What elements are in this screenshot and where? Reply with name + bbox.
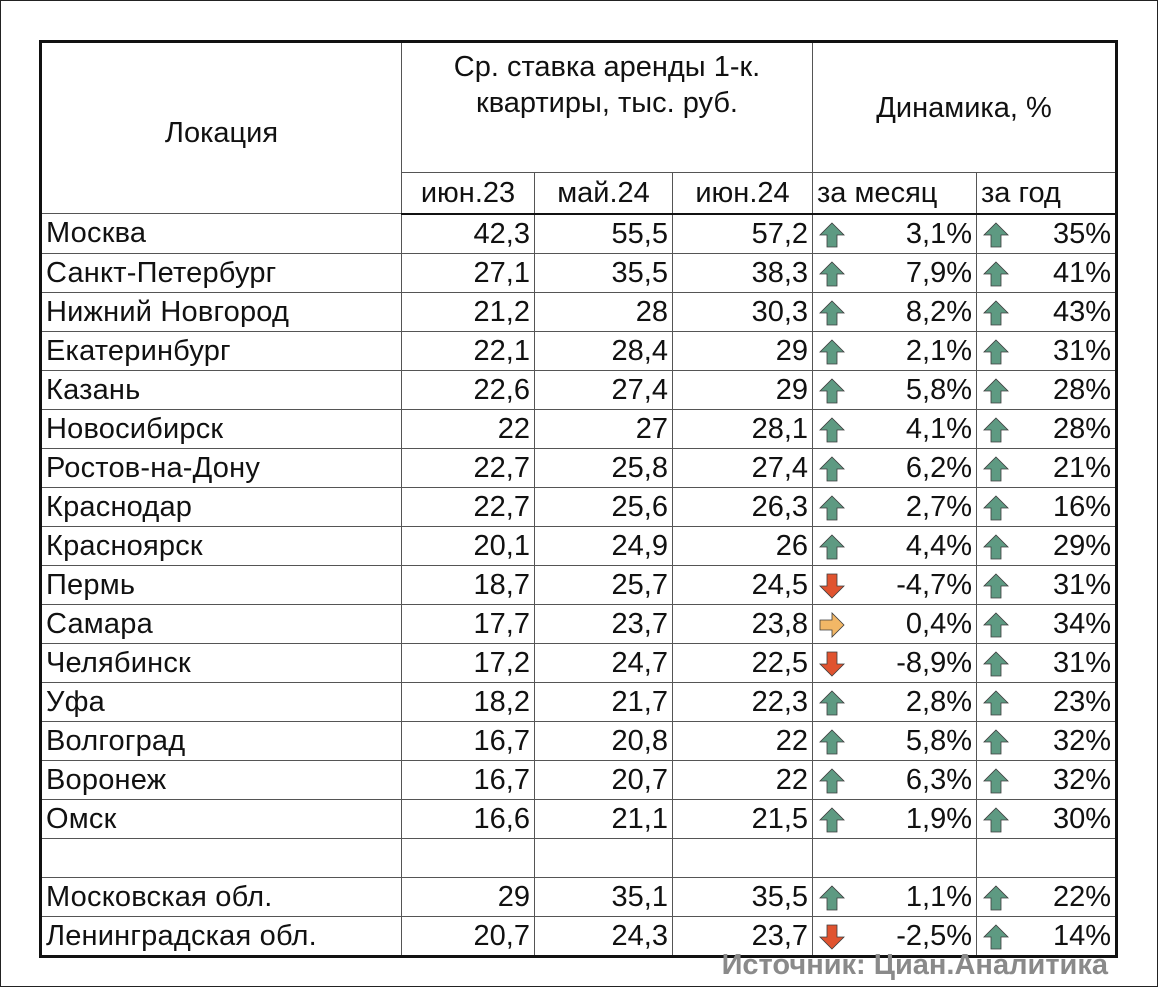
may24-cell: 24,9 — [535, 526, 673, 565]
table-row — [41, 565, 1117, 604]
jun24-cell: 35,5 — [673, 877, 813, 916]
up-arrow-icon — [983, 339, 1009, 365]
jun23-cell: 22 — [402, 409, 535, 448]
month-change-value: 0,4% — [905, 607, 973, 640]
up-arrow-icon — [819, 768, 845, 794]
month-change-value: 2,7% — [905, 490, 973, 523]
table-row — [41, 292, 1117, 331]
may24-cell: 20,7 — [535, 760, 673, 799]
year-change-cell — [977, 448, 1117, 487]
jun23-cell: 17,2 — [402, 643, 535, 682]
jun23-cell: 22,7 — [402, 448, 535, 487]
table-row — [41, 760, 1117, 799]
location-cell: Волгоград — [41, 721, 402, 760]
location-cell: Казань — [41, 370, 402, 409]
jun23-cell: 16,7 — [402, 721, 535, 760]
month-change-value: 1,1% — [905, 880, 973, 913]
may24-cell: 20,8 — [535, 721, 673, 760]
year-change-value: 16% — [1052, 490, 1112, 523]
month-change-value: 6,3% — [905, 763, 973, 796]
spacer-cell — [402, 838, 535, 877]
month-change-value: -4,7% — [896, 568, 973, 601]
location-cell: Ростов-на-Дону — [41, 448, 402, 487]
year-change-cell — [977, 604, 1117, 643]
table-row — [41, 448, 1117, 487]
spacer-cell — [813, 838, 977, 877]
table-row — [41, 877, 1117, 916]
may24-cell: 35,1 — [535, 877, 673, 916]
location-cell: Москва — [41, 214, 402, 254]
jun23-cell: 18,7 — [402, 565, 535, 604]
jun23-cell: 21,2 — [402, 292, 535, 331]
year-change-value: 32% — [1052, 763, 1112, 796]
month-change-value: 5,8% — [905, 373, 973, 406]
jun24-cell: 26,3 — [673, 487, 813, 526]
header-rate-group: Ср. ставка аренды 1-к. квартиры, тыс. руб. — [402, 42, 813, 173]
may24-cell: 24,3 — [535, 916, 673, 956]
month-change-cell — [813, 253, 977, 292]
jun23-cell: 20,7 — [402, 916, 535, 956]
jun24-cell: 28,1 — [673, 409, 813, 448]
up-arrow-icon — [819, 300, 845, 326]
location-cell: Челябинск — [41, 643, 402, 682]
month-change-value: 6,2% — [905, 451, 973, 484]
may24-cell: 55,5 — [535, 214, 673, 254]
up-arrow-icon — [983, 534, 1009, 560]
year-change-value: 35% — [1052, 217, 1112, 250]
jun24-cell: 24,5 — [673, 565, 813, 604]
month-change-cell — [813, 565, 977, 604]
up-arrow-icon — [819, 378, 845, 404]
right-arrow-icon — [819, 612, 845, 638]
location-cell: Екатеринбург — [41, 331, 402, 370]
month-change-value: 4,4% — [905, 529, 973, 562]
table-row — [41, 604, 1117, 643]
up-arrow-icon — [983, 690, 1009, 716]
may24-cell: 25,6 — [535, 487, 673, 526]
may24-cell: 28,4 — [535, 331, 673, 370]
may24-cell: 23,7 — [535, 604, 673, 643]
table-row — [41, 643, 1117, 682]
up-arrow-icon — [819, 417, 845, 443]
up-arrow-icon — [819, 807, 845, 833]
up-arrow-icon — [983, 222, 1009, 248]
may24-cell: 27 — [535, 409, 673, 448]
month-change-value: 1,9% — [905, 802, 973, 835]
up-arrow-icon — [983, 456, 1009, 482]
up-arrow-icon — [983, 378, 1009, 404]
header-location: Локация — [41, 42, 402, 214]
month-change-cell — [813, 370, 977, 409]
header-dynamics-group: Динамика, % — [813, 42, 1117, 173]
jun24-cell: 21,5 — [673, 799, 813, 838]
year-change-cell — [977, 877, 1117, 916]
year-change-cell — [977, 253, 1117, 292]
year-change-value: 30% — [1052, 802, 1112, 835]
month-change-cell — [813, 487, 977, 526]
year-change-cell — [977, 526, 1117, 565]
year-change-value: 43% — [1052, 295, 1112, 328]
month-change-cell — [813, 409, 977, 448]
up-arrow-icon — [983, 261, 1009, 287]
down-arrow-icon — [819, 573, 845, 599]
source-caption: Источник: Циан.Аналитика — [721, 949, 1108, 981]
up-arrow-icon — [819, 222, 845, 248]
jun23-cell: 20,1 — [402, 526, 535, 565]
jun24-cell: 22 — [673, 721, 813, 760]
month-change-cell — [813, 331, 977, 370]
month-change-cell — [813, 877, 977, 916]
up-arrow-icon — [819, 261, 845, 287]
month-change-cell — [813, 448, 977, 487]
location-cell: Краснодар — [41, 487, 402, 526]
down-arrow-icon — [819, 651, 845, 677]
jun24-cell: 29 — [673, 331, 813, 370]
month-change-value: -2,5% — [896, 919, 973, 952]
year-change-value: 41% — [1052, 256, 1112, 289]
up-arrow-icon — [819, 495, 845, 521]
header-month: за месяц — [813, 173, 977, 214]
jun24-cell: 23,8 — [673, 604, 813, 643]
jun23-cell: 16,6 — [402, 799, 535, 838]
table-row — [41, 214, 1117, 254]
jun23-cell: 22,6 — [402, 370, 535, 409]
up-arrow-icon — [819, 339, 845, 365]
up-arrow-icon — [983, 651, 1009, 677]
up-arrow-icon — [983, 768, 1009, 794]
month-change-cell — [813, 721, 977, 760]
location-cell: Ленинградская обл. — [41, 916, 402, 956]
jun23-cell: 16,7 — [402, 760, 535, 799]
up-arrow-icon — [819, 534, 845, 560]
table-row — [41, 253, 1117, 292]
up-arrow-icon — [983, 573, 1009, 599]
jun24-cell: 26 — [673, 526, 813, 565]
year-change-value: 14% — [1052, 919, 1112, 952]
month-change-cell — [813, 214, 977, 254]
year-change-value: 31% — [1052, 646, 1112, 679]
may24-cell: 25,7 — [535, 565, 673, 604]
spacer-row — [41, 838, 1117, 877]
month-change-cell — [813, 760, 977, 799]
jun23-cell: 22,1 — [402, 331, 535, 370]
year-change-cell — [977, 331, 1117, 370]
month-change-cell — [813, 292, 977, 331]
year-change-value: 32% — [1052, 724, 1112, 757]
spacer-cell — [41, 838, 402, 877]
month-change-value: 8,2% — [905, 295, 973, 328]
jun23-cell: 27,1 — [402, 253, 535, 292]
may24-cell: 21,7 — [535, 682, 673, 721]
year-change-value: 21% — [1052, 451, 1112, 484]
up-arrow-icon — [819, 456, 845, 482]
location-cell: Московская обл. — [41, 877, 402, 916]
jun23-cell: 17,7 — [402, 604, 535, 643]
spacer-cell — [977, 838, 1117, 877]
month-change-cell — [813, 799, 977, 838]
year-change-cell — [977, 487, 1117, 526]
month-change-cell — [813, 682, 977, 721]
month-change-value: 4,1% — [905, 412, 973, 445]
month-change-value: 5,8% — [905, 724, 973, 757]
spacer-cell — [673, 838, 813, 877]
up-arrow-icon — [819, 690, 845, 716]
up-arrow-icon — [819, 729, 845, 755]
table-row — [41, 409, 1117, 448]
year-change-value: 23% — [1052, 685, 1112, 718]
table-row — [41, 799, 1117, 838]
table-row — [41, 526, 1117, 565]
up-arrow-icon — [983, 924, 1009, 950]
jun24-cell: 38,3 — [673, 253, 813, 292]
jun24-cell: 27,4 — [673, 448, 813, 487]
location-cell: Самара — [41, 604, 402, 643]
year-change-value: 31% — [1052, 568, 1112, 601]
year-change-cell — [977, 292, 1117, 331]
may24-cell: 21,1 — [535, 799, 673, 838]
jun24-cell: 22 — [673, 760, 813, 799]
up-arrow-icon — [983, 495, 1009, 521]
location-cell: Омск — [41, 799, 402, 838]
year-change-value: 28% — [1052, 412, 1112, 445]
location-cell: Уфа — [41, 682, 402, 721]
location-cell: Нижний Новгород — [41, 292, 402, 331]
year-change-value: 22% — [1052, 880, 1112, 913]
year-change-cell — [977, 409, 1117, 448]
up-arrow-icon — [983, 300, 1009, 326]
jun24-cell: 57,2 — [673, 214, 813, 254]
month-change-cell — [813, 643, 977, 682]
table-row — [41, 370, 1117, 409]
jun24-cell: 23,7 — [673, 916, 813, 956]
year-change-cell — [977, 565, 1117, 604]
year-change-value: 31% — [1052, 334, 1112, 367]
header-jun24: июн.24 — [673, 173, 813, 214]
up-arrow-icon — [983, 612, 1009, 638]
location-cell: Пермь — [41, 565, 402, 604]
year-change-value: 34% — [1052, 607, 1112, 640]
up-arrow-icon — [819, 885, 845, 911]
header-jun23: июн.23 — [402, 173, 535, 214]
month-change-value: -8,9% — [896, 646, 973, 679]
jun24-cell: 22,3 — [673, 682, 813, 721]
up-arrow-icon — [983, 729, 1009, 755]
year-change-cell — [977, 682, 1117, 721]
header-may24: май.24 — [535, 173, 673, 214]
year-change-value: 28% — [1052, 373, 1112, 406]
location-cell: Новосибирск — [41, 409, 402, 448]
year-change-cell — [977, 643, 1117, 682]
up-arrow-icon — [983, 807, 1009, 833]
month-change-cell — [813, 604, 977, 643]
table-row — [41, 487, 1117, 526]
may24-cell: 27,4 — [535, 370, 673, 409]
jun24-cell: 29 — [673, 370, 813, 409]
year-change-cell — [977, 370, 1117, 409]
year-change-cell — [977, 760, 1117, 799]
header-year: за год — [977, 173, 1117, 214]
may24-cell: 24,7 — [535, 643, 673, 682]
up-arrow-icon — [983, 417, 1009, 443]
may24-cell: 25,8 — [535, 448, 673, 487]
month-change-cell — [813, 526, 977, 565]
year-change-cell — [977, 721, 1117, 760]
month-change-value: 7,9% — [905, 256, 973, 289]
down-arrow-icon — [819, 924, 845, 950]
year-change-value: 29% — [1052, 529, 1112, 562]
table-body — [41, 214, 1117, 957]
month-change-value: 2,8% — [905, 685, 973, 718]
may24-cell: 35,5 — [535, 253, 673, 292]
table-row — [41, 682, 1117, 721]
jun23-cell: 18,2 — [402, 682, 535, 721]
up-arrow-icon — [983, 885, 1009, 911]
table-row — [41, 721, 1117, 760]
jun24-cell: 30,3 — [673, 292, 813, 331]
month-change-value: 3,1% — [905, 217, 973, 250]
location-cell: Воронеж — [41, 760, 402, 799]
jun23-cell: 42,3 — [402, 214, 535, 254]
jun23-cell: 29 — [402, 877, 535, 916]
year-change-cell — [977, 799, 1117, 838]
year-change-cell — [977, 214, 1117, 254]
may24-cell: 28 — [535, 292, 673, 331]
table-row — [41, 331, 1117, 370]
rent-table — [39, 40, 1118, 958]
month-change-value: 2,1% — [905, 334, 973, 367]
spacer-cell — [535, 838, 673, 877]
jun23-cell: 22,7 — [402, 487, 535, 526]
location-cell: Санкт-Петербург — [41, 253, 402, 292]
jun24-cell: 22,5 — [673, 643, 813, 682]
location-cell: Красноярск — [41, 526, 402, 565]
